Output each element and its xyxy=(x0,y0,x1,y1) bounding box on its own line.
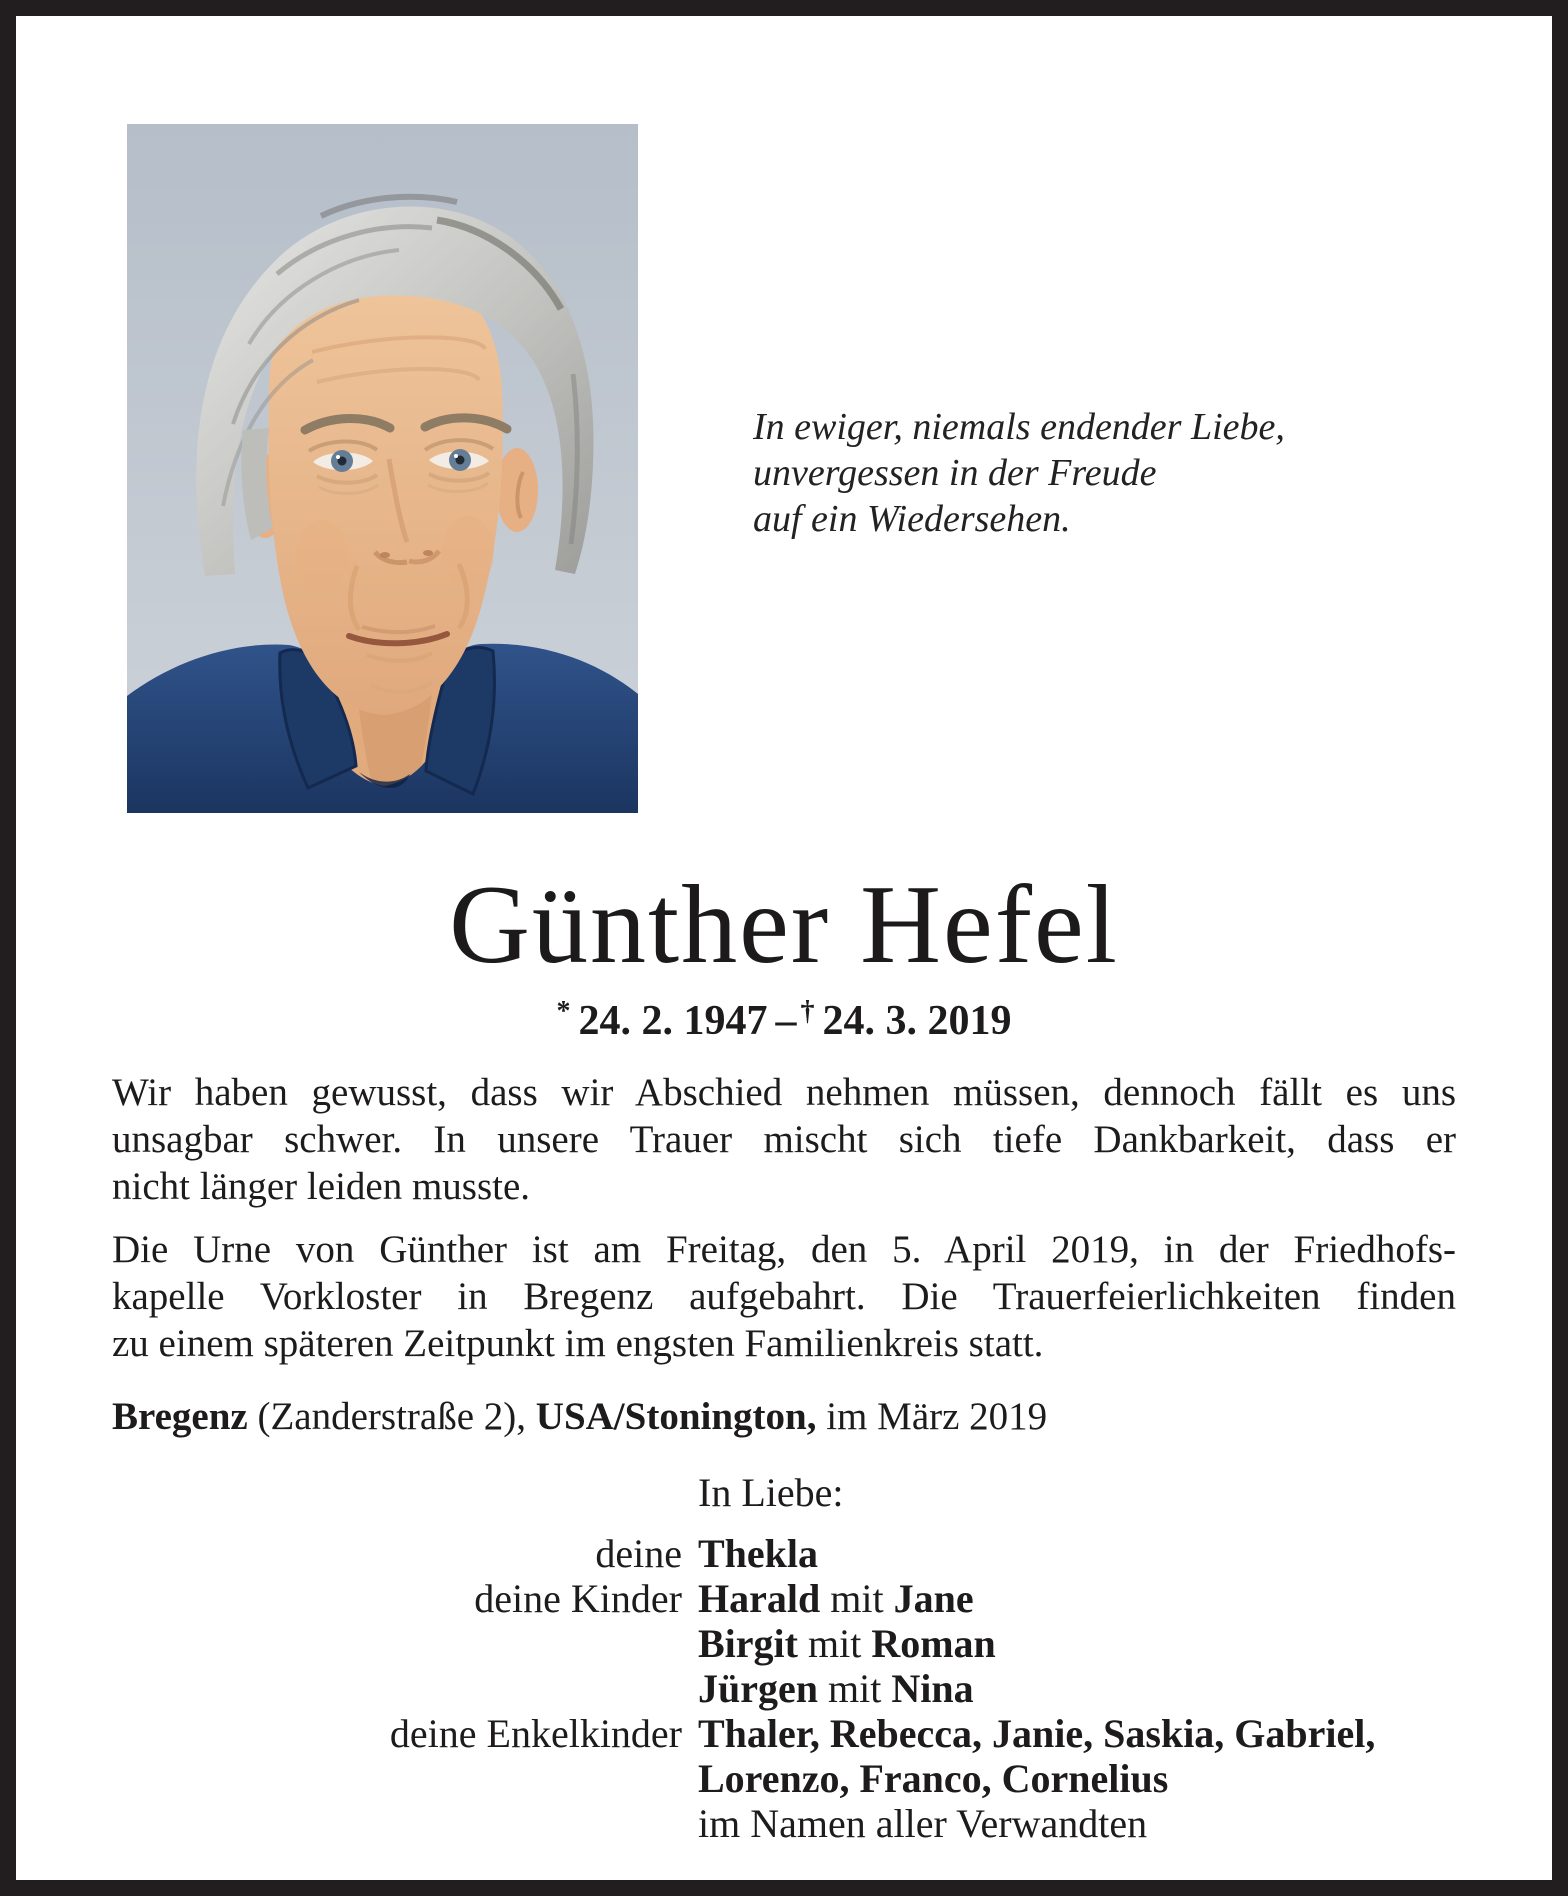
family-plain-text: im Namen aller Verwandten xyxy=(698,1800,1148,1846)
family-label: deine Enkelkinder xyxy=(389,1710,682,1756)
family-label: deine xyxy=(595,1530,682,1576)
obituary-dateline xyxy=(112,1393,1456,1440)
obituary-body xyxy=(112,1069,1456,1846)
family-name-bold: Jürgen xyxy=(698,1665,818,1711)
family-connector: mit xyxy=(797,1620,872,1666)
family-label xyxy=(112,1801,698,1846)
family-names xyxy=(698,1576,1456,1621)
sign-off-heading: In Liebe: xyxy=(698,1469,844,1515)
family-connector: mit xyxy=(818,1665,892,1711)
portrait-photo xyxy=(127,124,638,813)
family-name-bold: Lorenzo, Franco, Cornelius xyxy=(698,1755,1169,1801)
obituary-paragraph-2 xyxy=(112,1226,1456,1367)
family-name-bold: Nina xyxy=(891,1665,974,1711)
family-name-bold: Jane xyxy=(893,1575,974,1621)
portrait-illustration xyxy=(127,124,638,813)
family-label: deine Kinder xyxy=(474,1575,682,1621)
death-cross-symbol: † xyxy=(800,995,815,1027)
header-section xyxy=(16,16,1552,813)
family-names xyxy=(698,1756,1456,1801)
obituary-paragraph-1 xyxy=(112,1069,1456,1210)
dateline-address: (Zanderstraße 2), xyxy=(247,1394,536,1438)
family-name-bold: Thekla xyxy=(698,1530,819,1576)
dateline-date: im März 2019 xyxy=(816,1394,1048,1438)
sign-off-heading-spacer xyxy=(112,1470,698,1515)
paragraph-1-line-1: Wir haben gewusst, dass wir Abschied nehmen müssen, dennoch fällt es uns xyxy=(112,1070,1456,1114)
deceased-name: Günther Hefel xyxy=(449,863,1119,987)
quote-line-3: auf ein Wiedersehen. xyxy=(753,498,1071,540)
paragraph-2-line-3: zu einem späteren Zeitpunkt im engsten Familienkreis statt. xyxy=(112,1321,1044,1365)
family-label xyxy=(112,1756,698,1801)
quote-line-2: unvergessen in der Freude xyxy=(753,452,1157,494)
family-row-children-3 xyxy=(112,1666,1456,1711)
family-name-bold: Thaler, Rebecca, Janie, Saskia, Gabriel, xyxy=(698,1710,1376,1756)
paragraph-1-line-2: unsagbar schwer. In unsere Trauer mischt sich tiefe Dankbarkeit, dass er xyxy=(112,1117,1456,1161)
date-separator: – xyxy=(775,997,797,1044)
family-names xyxy=(698,1711,1456,1756)
family-name-bold: Roman xyxy=(871,1620,996,1666)
family-label xyxy=(112,1666,698,1711)
family-label xyxy=(112,1621,698,1666)
family-name-bold: Birgit xyxy=(698,1620,798,1666)
family-row-relatives xyxy=(112,1801,1456,1846)
family-names xyxy=(698,1801,1456,1846)
family-row-wife xyxy=(112,1531,1456,1576)
quote-line-1: In ewiger, niemals endender Liebe, xyxy=(753,406,1285,448)
dateline-city-2: USA/Stonington, xyxy=(535,1394,817,1438)
paragraph-2-line-1: Die Urne von Günther ist am Freitag, den 5. April 2019, in der Friedhofs- xyxy=(112,1227,1456,1271)
family-row-grandchildren-2 xyxy=(112,1756,1456,1801)
paragraph-1-line-3: nicht länger leiden musste. xyxy=(112,1164,531,1208)
family-row-children-1 xyxy=(112,1576,1456,1621)
sign-off-heading-row xyxy=(112,1470,1456,1515)
life-dates xyxy=(16,997,1552,1045)
memorial-quote xyxy=(753,404,1285,542)
family-row-grandchildren-1 xyxy=(112,1711,1456,1756)
dateline-city-1: Bregenz xyxy=(112,1394,248,1438)
birth-star-symbol: * xyxy=(556,995,571,1027)
family-row-children-2 xyxy=(112,1621,1456,1666)
family-names xyxy=(698,1621,1456,1666)
sign-off-section xyxy=(112,1470,1456,1846)
family-names xyxy=(698,1531,1456,1576)
family-names xyxy=(698,1666,1456,1711)
birth-date: 24. 2. 1947 xyxy=(578,997,768,1044)
family-connector: mit xyxy=(820,1575,894,1621)
paragraph-2-line-2: kapelle Vorkloster in Bregenz aufgebahrt. Die Trauerfeierlichkeiten finden xyxy=(112,1274,1456,1318)
family-name-bold: Harald xyxy=(698,1575,821,1621)
death-date: 24. 3. 2019 xyxy=(822,997,1012,1044)
